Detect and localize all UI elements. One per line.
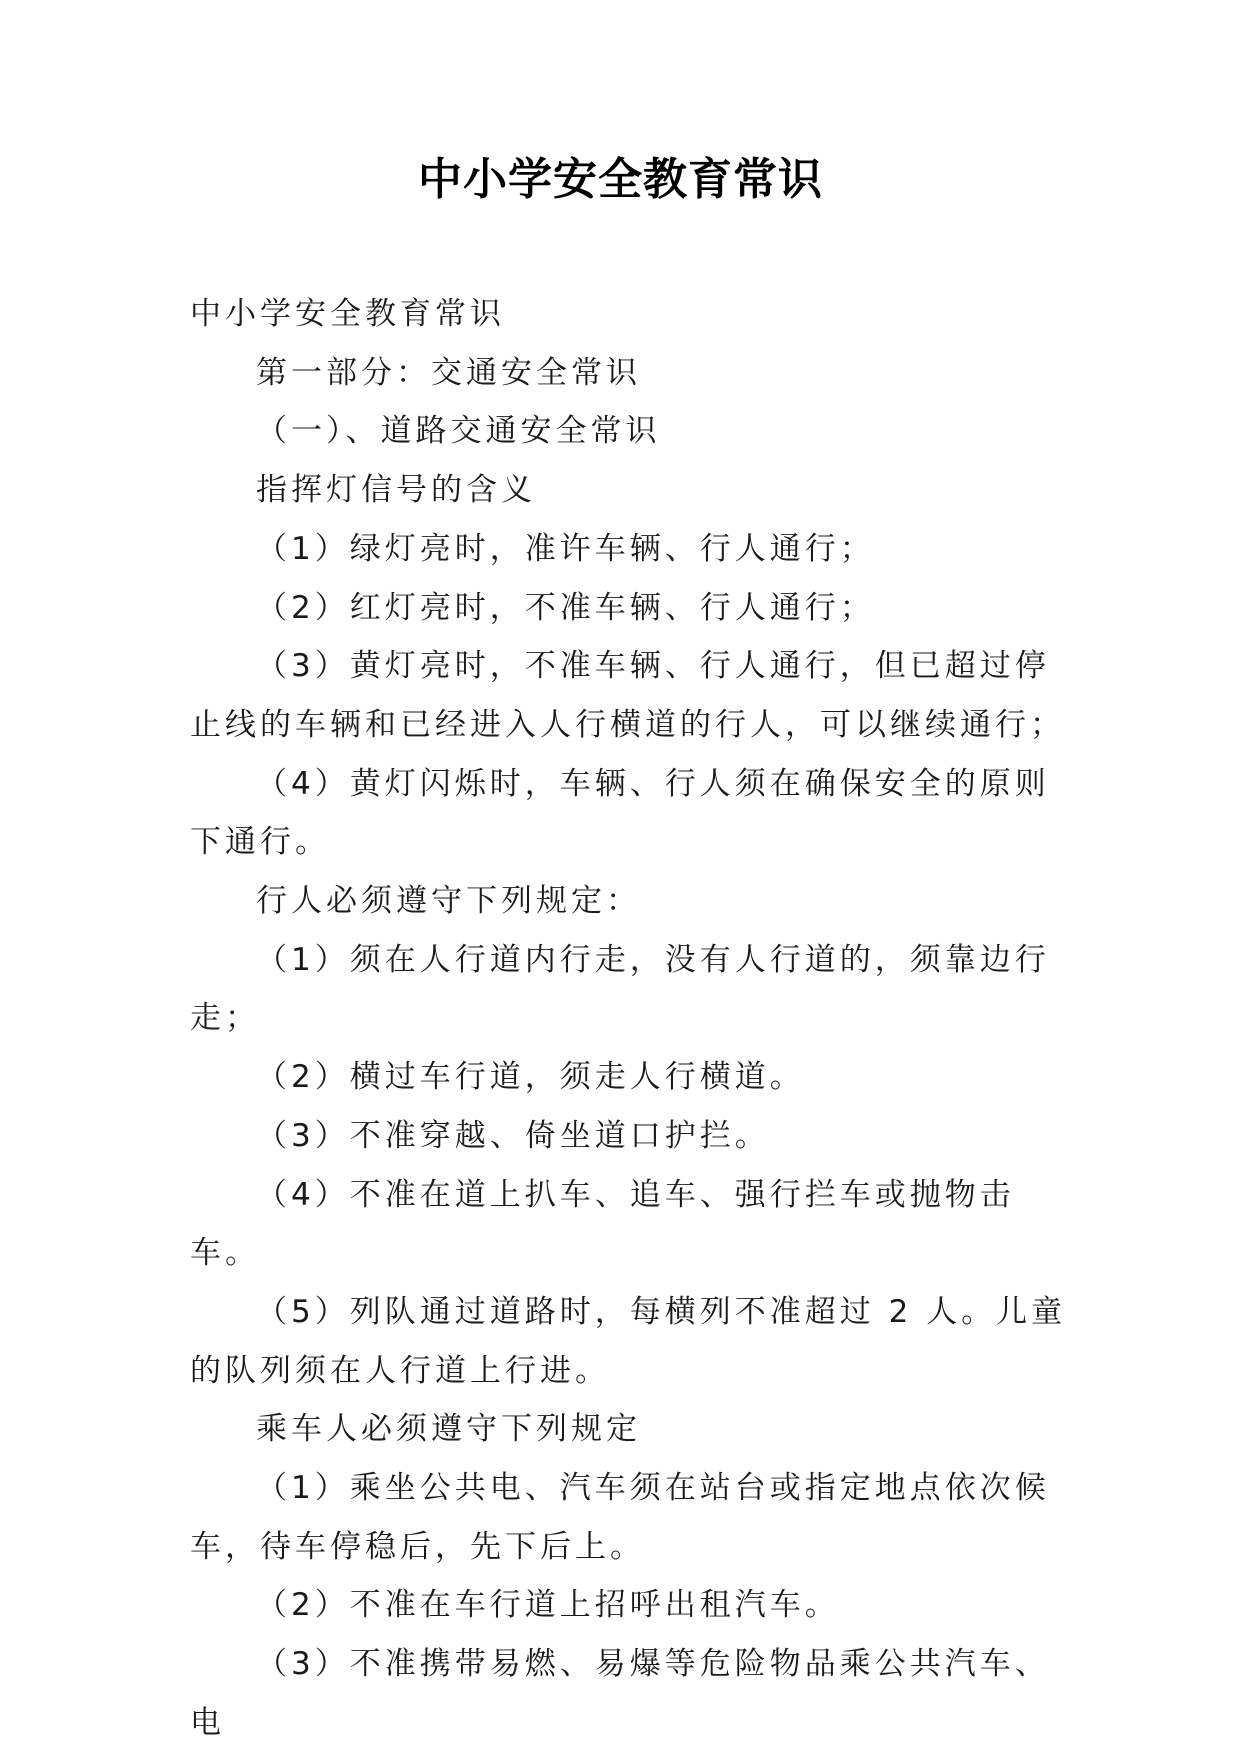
list-item: （4）黄灯闪烁时，车辆、行人须在确保安全的原则下通行。 bbox=[190, 765, 1050, 861]
paragraph: 指挥灯信号的含义 bbox=[256, 472, 536, 509]
list-item: （2）红灯亮时，不准车辆、行人通行； bbox=[256, 589, 875, 626]
paragraph: 乘车人必须遵守下列规定 bbox=[256, 1411, 641, 1448]
list-item: （2）不准在车行道上招呼出租汽车。 bbox=[256, 1587, 840, 1624]
list-item: （3）黄灯亮时，不准车辆、行人通行，但已超过停止线的车辆和已经进入人行横道的行人，可以继续通行； bbox=[190, 648, 1065, 743]
list-item: （2）横过车行道，须走人行横道。 bbox=[256, 1059, 805, 1096]
section-heading: 第一部分：交通安全常识 bbox=[256, 354, 641, 391]
list-item: （3）不准穿越、倚坐道口护拦。 bbox=[256, 1117, 770, 1154]
list-item: （1）绿灯亮时，准许车辆、行人通行； bbox=[256, 530, 875, 567]
subsection-heading: （一）、道路交通安全常识 bbox=[256, 413, 661, 450]
list-item: （3）不准携带易燃、易爆等危险物品乘公共汽车、电 bbox=[190, 1646, 1050, 1741]
document-body bbox=[190, 285, 1070, 1753]
document-title: 中小学安全教育常识 bbox=[418, 154, 823, 205]
paragraph: 行人必须遵守下列规定： bbox=[256, 883, 641, 920]
list-item: （1）乘坐公共电、汽车须在站台或指定地点依次候车，待车停稳后，先下后上。 bbox=[190, 1470, 1050, 1565]
list-item: （5）列队通过道路时，每横列不准超过 2 人。儿童的队列须在人行道上行进。 bbox=[190, 1293, 1067, 1389]
list-item: （1）须在人行道内行走，没有人行道的，须靠边行走； bbox=[190, 941, 1050, 1037]
body-heading: 中小学安全教育常识 bbox=[190, 296, 505, 332]
list-item: （4）不准在道上扒车、追车、强行拦车或抛物击车。 bbox=[190, 1176, 1015, 1272]
